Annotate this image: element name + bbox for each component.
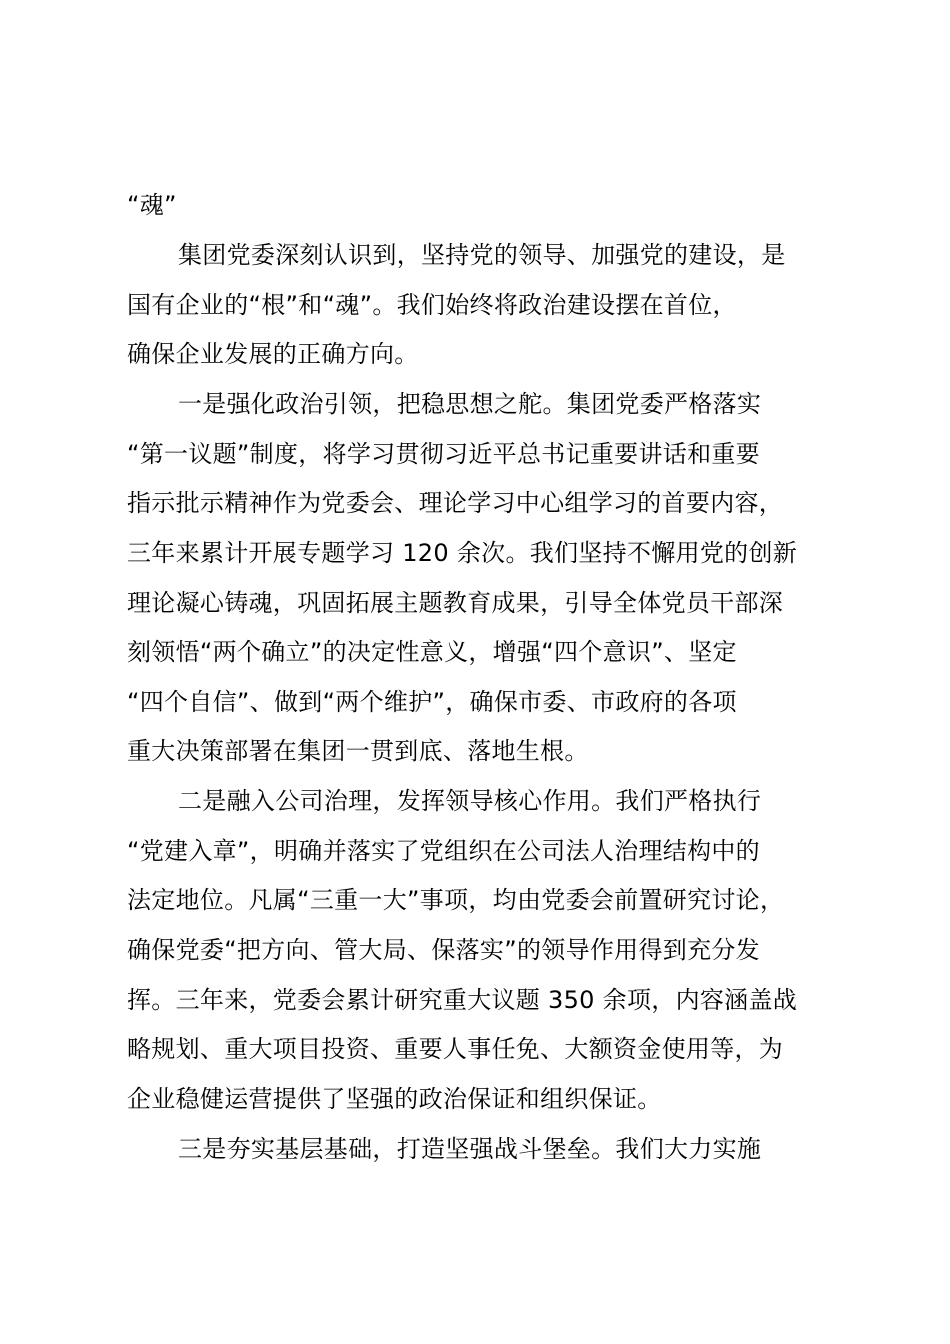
text-line: 企业稳健运营提供了坚强的政治保证和组织保证。 bbox=[127, 1085, 662, 1113]
text-line: 重大决策部署在集团一贯到底、落地生根。 bbox=[127, 737, 589, 765]
text-line: 指示批示精神作为党委会、理论学习中心组学习的首要内容， bbox=[127, 489, 784, 517]
text-line: 理论凝心铸魂，巩固拓展主题教育成果，引导全体党员干部深 bbox=[127, 589, 784, 617]
text-line: “第一议题”制度，将学习贯彻习近平总书记重要讲话和重要 bbox=[127, 440, 760, 468]
text-line: “党建入章”，明确并落实了党组织在公司法人治理结构中的 bbox=[127, 837, 760, 865]
paragraph-first-line: 三是夯实基层基础，打造坚强战斗堡垒。我们大力实施 bbox=[178, 1135, 762, 1163]
paragraph-first-line: 一是强化政治引领，把稳思想之舵。集团党委严格落实 bbox=[178, 390, 762, 418]
text-line: 三年来累计开展专题学习 120 余次。我们坚持不懈用党的创新 bbox=[127, 539, 798, 567]
text-line: 国有企业的“根”和“魂”。我们始终将政治建设摆在首位， bbox=[127, 291, 737, 319]
text-line: “魂” bbox=[127, 191, 177, 219]
text-line: 法定地位。凡属“三重一大”事项，均由党委会前置研究讨论， bbox=[127, 886, 785, 914]
text-line: 略规划、重大项目投资、重要人事任免、大额资金使用等，为 bbox=[127, 1035, 784, 1063]
text-line: 刻领悟“两个确立”的决定性意义，增强“四个意识”、坚定 bbox=[127, 638, 737, 666]
paragraph-first-line: 集团党委深刻认识到，坚持党的领导、加强党的建设，是 bbox=[178, 241, 786, 269]
text-line: 挥。三年来，党委会累计研究重大议题 350 余项，内容涵盖战 bbox=[127, 986, 798, 1014]
text-line: 确保企业发展的正确方向。 bbox=[127, 340, 419, 368]
text-line: 确保党委“把方向、管大局、保落实”的领导作用得到充分发 bbox=[127, 936, 760, 964]
text-line: “四个自信”、做到“两个维护”，确保市委、市政府的各项 bbox=[127, 688, 737, 716]
paragraph-first-line: 二是融入公司治理，发挥领导核心作用。我们严格执行 bbox=[178, 787, 762, 815]
